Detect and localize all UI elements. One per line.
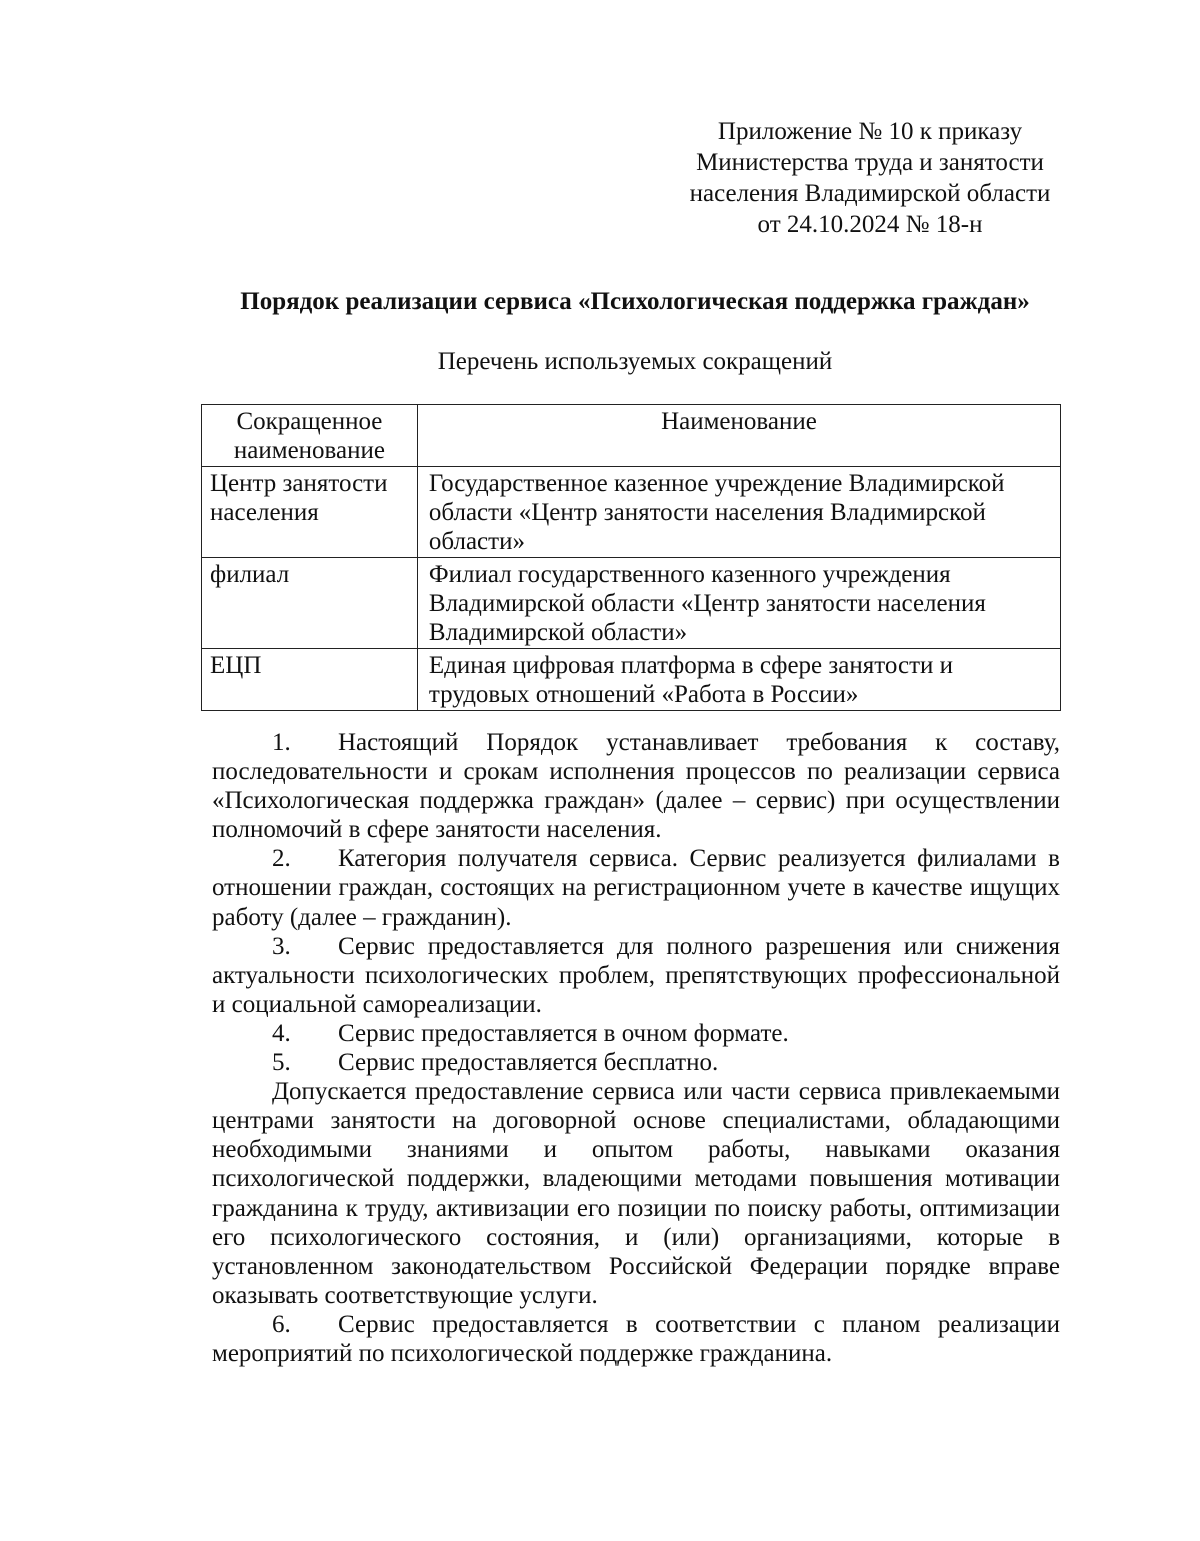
paragraph-number: 3. bbox=[272, 932, 291, 960]
paragraph-text: Сервис предоставляется бесплатно. bbox=[338, 1049, 719, 1077]
paragraph-number: 1. bbox=[272, 729, 291, 756]
appendix-line: Приложение № 10 к приказу bbox=[717, 118, 1023, 145]
header-short-name: Сокращенное наименование bbox=[202, 405, 418, 467]
paragraph-text: Допускается предоставление сервиса или части сервиса привлекаемыми центрами занятости на договорной основе специалистами, обладающими необходимыми знаниями и опытом работы, навыками оказания психологической поддержки, владеющими методами повышения мотивации гражданина к труду, активизации его позиции по поиску работы, оптимизации его психологического состояния, и (или) организациями, которые в установленном законодательством Российской Федерации порядке вправе оказывать соответствующие услуги. bbox=[212, 1078, 1060, 1309]
paragraph-number: 2. bbox=[272, 845, 291, 873]
paragraph-text: Настоящий Порядок устанавливает требования к составу, последовательности и срокам исполнения процессов по реализации сервиса «Психологическая поддержка граждан» (далее – сервис) при осуществлении полномочий в сфере занятости населения. bbox=[212, 729, 1060, 844]
table-header-row bbox=[202, 405, 1061, 467]
paragraph-number: 4. bbox=[272, 1019, 291, 1047]
table-row bbox=[202, 649, 1061, 711]
paragraph-2 bbox=[212, 844, 1060, 931]
header-name: Наименование bbox=[417, 405, 1060, 467]
paragraph-text: Сервис предоставляется для полного разрешения или снижения актуальности психологических проблем, препятствующих профессиональной и социальной самореализации. bbox=[212, 932, 1060, 1018]
appendix-line: от 24.10.2024 № 18-н bbox=[757, 211, 983, 238]
paragraph-text: Сервис предоставляется в соответствии с планом реализации мероприятий по психологической поддержке гражданина. bbox=[212, 1310, 1060, 1367]
paragraph-1 bbox=[212, 728, 1060, 844]
full-name-cell: Государственное казенное учреждение Владимирской области «Центр занятости населения Владимирской области» bbox=[417, 467, 1060, 558]
table-row bbox=[202, 558, 1061, 649]
abbreviations-table bbox=[201, 404, 1061, 711]
paragraph-text: Категория получателя сервиса. Сервис реализуется филиалами в отношении граждан, состоящих на регистрационном учете в качестве ищущих работу (далее – гражданин). bbox=[212, 845, 1060, 931]
paragraph-4 bbox=[212, 1019, 1060, 1048]
paragraph-5 bbox=[212, 1048, 1060, 1077]
abbreviation-cell: Центр занятости населения bbox=[202, 467, 418, 558]
full-name-cell: Единая цифровая платформа в сфере занятости и трудовых отношений «Работа в России» bbox=[417, 649, 1060, 711]
appendix-line: населения Владимирской области bbox=[689, 180, 1051, 207]
full-name-cell: Филиал государственного казенного учреждения Владимирской области «Центр занятости населения Владимирской области» bbox=[417, 558, 1060, 649]
paragraph-number: 6. bbox=[272, 1310, 291, 1338]
table-caption: Перечень используемых сокращений bbox=[437, 348, 833, 375]
paragraph-3 bbox=[212, 932, 1060, 1019]
paragraph-6 bbox=[212, 1310, 1060, 1368]
paragraph-text: Сервис предоставляется в очном формате. bbox=[338, 1019, 789, 1047]
paragraph-5-continued bbox=[212, 1077, 1060, 1310]
abbreviation-cell: ЕЦП bbox=[202, 649, 418, 711]
appendix-line: Министерства труда и занятости bbox=[696, 149, 1044, 176]
table-row bbox=[202, 467, 1061, 558]
document-body bbox=[212, 728, 1060, 1368]
appendix-header bbox=[650, 116, 1090, 240]
abbreviation-cell: филиал bbox=[202, 558, 418, 649]
document-title: Порядок реализации сервиса «Психологическая поддержка граждан» bbox=[240, 288, 1030, 315]
paragraph-number: 5. bbox=[272, 1049, 291, 1077]
